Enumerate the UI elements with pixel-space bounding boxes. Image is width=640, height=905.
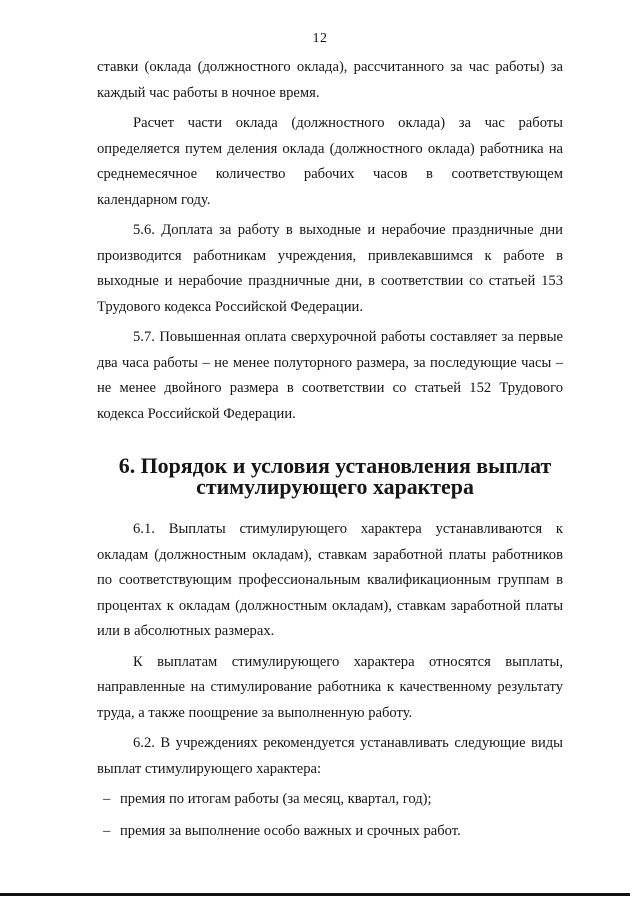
- list-item-text: премия по итогам работы (за месяц, квартал, год);: [120, 791, 432, 807]
- paragraph: К выплатам стимулирующего характера относятся выплаты, направленные на стимулирование работника к качественному результату труда, а также поощрение за выполненную работу.: [97, 653, 563, 721]
- section-heading: 6. Порядок и условия установления выплат стимулирующего характера: [118, 453, 552, 499]
- paragraph-6-2: 6.2. В учреждениях рекомендуется устанавливать следующие виды выплат стимулирующего характера:: [97, 735, 563, 777]
- paragraph-5-6: 5.6. Доплата за работу в выходные и нерабочие праздничные дни производится работникам учреждения, привлекавшимся к работе в выходные и нерабочие праздничные дни, в соответствии со статьей 153 Трудового кодекса Российской Федерации.: [97, 222, 563, 315]
- list-item: [97, 787, 563, 813]
- document-body: [97, 55, 563, 850]
- paragraph: ставки (оклада (должностного оклада), рассчитанного за час работы) за каждый час работы в ночное время.: [97, 59, 563, 101]
- page-number: 12: [312, 31, 328, 46]
- dash-marker: –: [103, 791, 111, 807]
- paragraph: Расчет части оклада (должностного оклада) за час работы определяется путем деления оклада (должностного оклада) работника на среднемесячное количество рабочих часов в соответствующем календарном году.: [97, 115, 563, 208]
- bottom-rule: [0, 893, 630, 896]
- list-item-text: премия за выполнение особо важных и срочных работ.: [120, 822, 461, 839]
- paragraph-5-7: 5.7. Повышенная оплата сверхурочной работы составляет за первые два часа работы – не менее полуторного размера, за последующие часы – не менее двойного размера в соответствии со статьей 152 Трудового кодекса Российской Федерации.: [97, 329, 563, 422]
- dash-marker: –: [103, 822, 111, 839]
- paragraph-6-1: 6.1. Выплаты стимулирующего характера устанавливаются к окладам (должностным окладам), ставкам заработной платы работников по соответствующим профессиональным квалификационным группам в процентах к окладам (должностным окладам), ставкам заработной платы или в абсолютных размерах.: [97, 521, 563, 639]
- list-item: [97, 819, 563, 845]
- bullet-list: [97, 787, 563, 844]
